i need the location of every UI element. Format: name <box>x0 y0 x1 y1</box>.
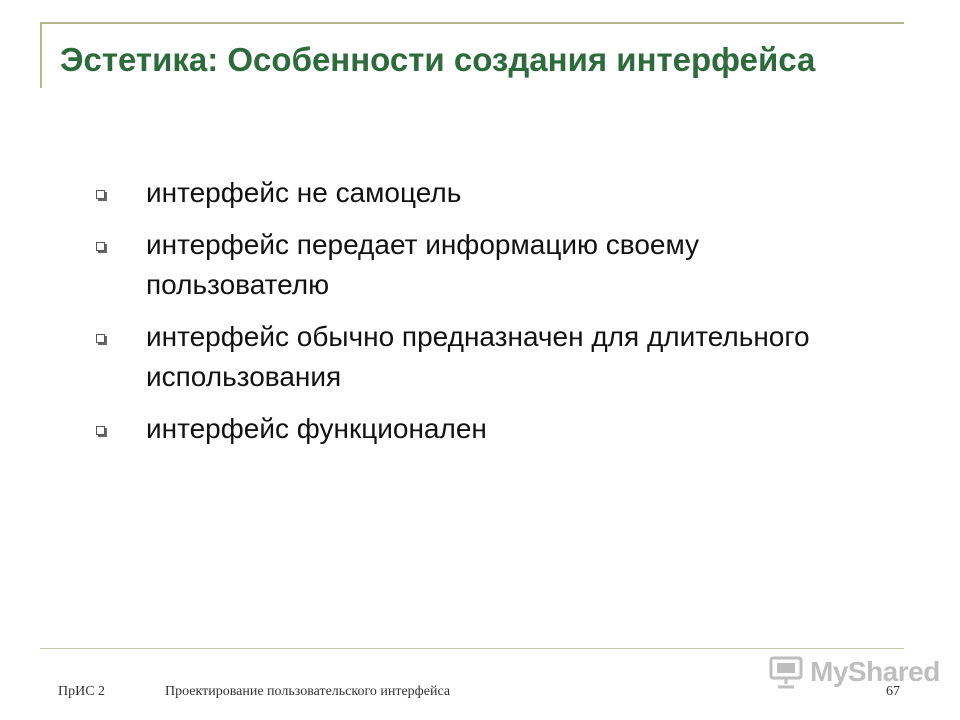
page-number: 67 <box>886 684 900 699</box>
bullet-text: интерфейс не самоцель <box>146 177 462 208</box>
footer-subject: Проектирование пользовательского интерфейса <box>165 684 451 699</box>
square-bullet-icon <box>96 242 105 251</box>
square-bullet-icon <box>96 334 105 343</box>
bullet-text: интерфейс функционален <box>146 413 487 444</box>
bullet-item <box>96 317 876 397</box>
square-bullet-icon <box>96 190 105 199</box>
watermark-logo <box>768 652 940 692</box>
bullet-item <box>96 173 876 213</box>
bullet-item <box>96 409 876 449</box>
footer-course: ПрИС 2 <box>58 684 106 699</box>
watermark-text: MyShared <box>810 656 940 687</box>
bullet-item <box>96 225 876 305</box>
top-border-line <box>40 22 904 24</box>
left-border-line <box>40 22 42 88</box>
bullet-list <box>96 173 876 461</box>
footer-divider <box>40 648 904 649</box>
slide-title: Эстетика: Особенности создания интерфейса <box>60 41 816 78</box>
presentation-board-icon <box>768 654 804 690</box>
bullet-text: интерфейс передает информацию своему пользователю <box>146 229 700 300</box>
bullet-text: интерфейс обычно предназначен для длительного использования <box>146 321 810 392</box>
square-bullet-icon <box>96 426 105 435</box>
